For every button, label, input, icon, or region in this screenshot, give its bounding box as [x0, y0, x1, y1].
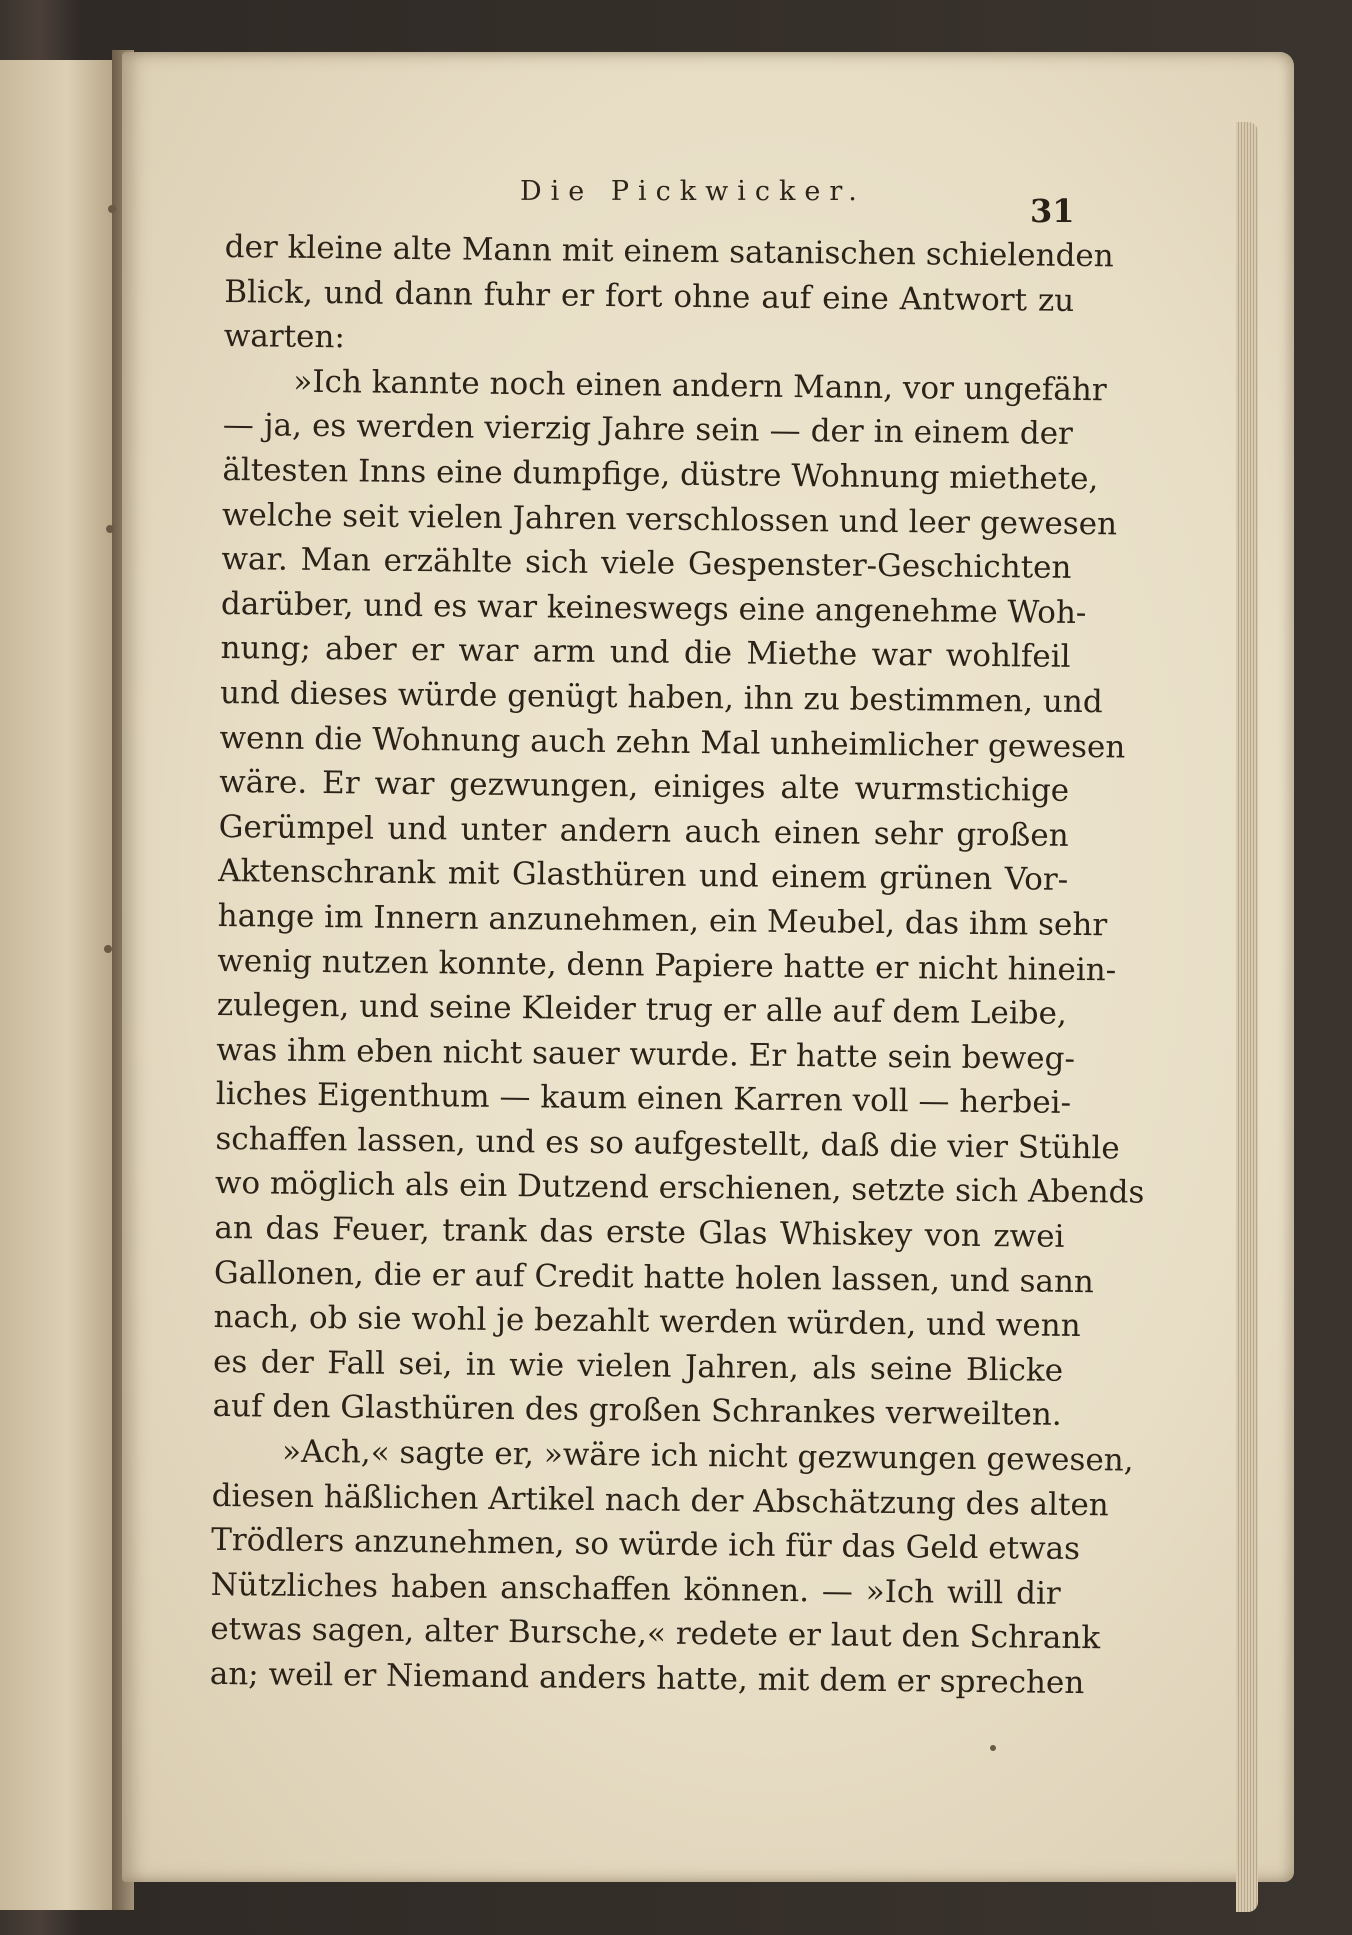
page-speck: [104, 945, 112, 953]
text-line: warten:: [223, 318, 346, 356]
text-line: welche seit vielen Jahren verschlossen und leer gewesen: [221, 496, 1118, 542]
text-line: und dieses würde genügt haben, ihn zu bestimmen, und: [219, 674, 1103, 721]
text-line: wenn die Wohnung auch zehn Mal unheimlicher gewesen: [219, 719, 1126, 765]
running-title: Die Pickwicker.: [520, 176, 866, 207]
text-line: Gerümpel und unter andern auch einen sehr großen: [218, 808, 1069, 854]
text-line: der kleine alte Mann mit einem satanischen schielenden: [224, 228, 1114, 275]
text-line: schaffen lassen, und es so aufgestellt, daß die vier Stühle: [215, 1120, 1120, 1167]
text-line: »Ich kannte noch einen andern Mann, vor ungefähr: [293, 363, 1107, 409]
left-page-edge: [0, 60, 115, 1910]
text-line: was ihm eben nicht sauer wurde. Er hatte sein beweg-: [216, 1031, 1076, 1077]
text-line: Nützliches haben anschaffen können. — »Ich will dir: [210, 1566, 1061, 1612]
text-line: wäre. Er war gezwungen, einiges alte wurmstichige: [218, 764, 1070, 809]
text-line: wenig nutzen konnte, denn Papiere hatte er nicht hinein-: [217, 942, 1117, 988]
page-speck: [106, 525, 114, 533]
text-line: zulegen, und seine Kleider trug er alle auf dem Leibe,: [216, 987, 1067, 1032]
text-line: Gallonen, die er auf Credit hatte holen lassen, und sann: [213, 1254, 1095, 1300]
text-line: — ja, es werden vierzig Jahre sein — der in einem der: [222, 407, 1074, 453]
text-line: Aktenschrank mit Glasthüren und einem grünen Vor-: [218, 853, 1069, 899]
page-edge-stack: [1236, 122, 1258, 1912]
text-line: Blick, und dann fuhr er fort ohne auf eine Antwort zu: [224, 273, 1075, 319]
page-speck: [108, 205, 116, 213]
text-line: ältesten Inns eine dumpfige, düstre Wohnung miethete,: [222, 451, 1099, 498]
text-line: Trödlers anzunehmen, so würde ich für das Geld etwas: [211, 1522, 1081, 1568]
text-line: diesen häßlichen Artikel nach der Abschätzung des alten: [211, 1477, 1109, 1523]
text-line: wo möglich als ein Dutzend erschienen, setzte sich Abends: [214, 1165, 1145, 1212]
text-line: liches Eigenthum — kaum einen Karren voll — herbei-: [215, 1076, 1072, 1122]
body-text: [209, 225, 1145, 1705]
text-line: nung; aber er war arm und die Miethe war wohlfeil: [220, 630, 1071, 676]
text-line: nach, ob sie wohl je bezahlt werden würden, und wenn: [213, 1299, 1081, 1345]
text-line: an; weil er Niemand anders hatte, mit dem er sprechen: [209, 1655, 1085, 1702]
text-line: an das Feuer, trank das erste Glas Whiskey von zwei: [214, 1210, 1065, 1255]
text-line: war. Man erzählte sich viele Gespenster-Geschichten: [221, 541, 1072, 587]
page-speck: [990, 1745, 996, 1751]
page-header: [0, 176, 1352, 230]
text-line: etwas sagen, alter Bursche,« redete er laut den Schrank: [210, 1611, 1101, 1657]
text-line: auf den Glasthüren des großen Schrankes verweilten.: [212, 1388, 1062, 1434]
page-number: 31: [1030, 192, 1075, 230]
text-line: darüber, und es war keineswegs eine angenehme Woh-: [220, 585, 1087, 631]
text-line: »Ach,« sagte er, »wäre ich nicht gezwungen gewesen,: [281, 1433, 1134, 1479]
text-line: es der Fall sei, in wie vielen Jahren, als seine Blicke: [212, 1343, 1064, 1389]
text-line: hange im Innern anzunehmen, ein Meubel, das ihm sehr: [217, 897, 1108, 944]
